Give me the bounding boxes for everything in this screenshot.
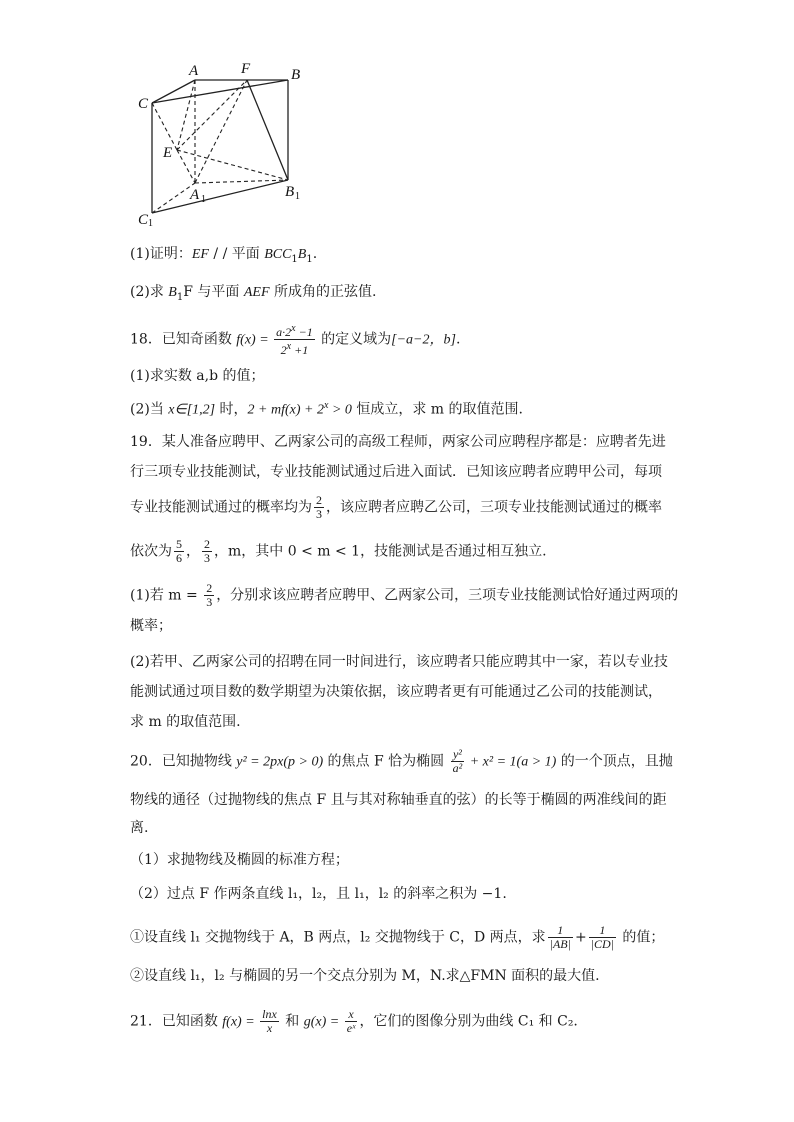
edge-FB1 [247,80,288,180]
q20-part2: （2）过点 F 作两条直线 l₁，l₂，且 l₁，l₂ 的斜率之积为 −1. [130,886,507,902]
q18-part2: (2)当 x∈[1,2] 时，$2 + mf(x) + 2^x > 0$ 恒成立，求 m 的取值范围. [130,400,523,418]
edge-A1F [195,80,247,183]
q20-line1: 20．已知抛物线 y² = 2px(p > 0) 的焦点 F 恰为椭圆 $\frac{\text{y²}}{\text{a²}}$ + x² = 1(a > 1) 的一个顶点，且抛 [130,747,673,775]
q17-part1: (1)证明：EF / / 平面 $BCC_1B_1$. [130,246,318,265]
label-B1-sub: 1 [295,191,300,202]
edge-CE [152,103,177,150]
q19-line4: 依次为 $\frac{5}{6}$ ， $\frac{2}{3}$ ，m，其中 0 < m < 1，技能测试是否通过相互独立. [130,537,547,565]
q19-part1: (1)若 m = $\frac{2}{3}$ ，分别求该应聘者应聘甲、乙两家公司，三项专业技能测试恰好通过两项的 [130,581,679,609]
label-E: E [163,145,173,161]
prism-diagram [130,56,330,226]
label-A: A [189,63,199,79]
q20-line2: 物线的通径（过抛物线的焦点 F 且与其对称轴垂直的弦）的长等于椭圆的两准线间的距 [130,792,667,808]
q19-line3: 专业技能测试通过的概率均为 $\frac{2}{3}$ ，该应聘者应聘乙公司，三项专业技能测试通过的概率 [130,493,662,521]
edge-EB1 [177,150,288,180]
edge-AE [177,80,195,150]
q19-part2-l2: 能测试通过项目数的数学期望为决策依据，该应聘者更有可能通过乙公司的技能测试， [130,684,662,700]
q17-part2: (2)求 $B_1F$ 与平面 AEF 所成角的正弦值. [130,284,377,303]
edge-C1A1 [152,183,195,213]
q18-part1: (1)求实数 a,b 的值； [130,368,265,384]
label-F: F [241,61,251,77]
label-C: C [138,96,149,112]
q21-stem: 21．已知函数 f(x) = $\frac{\ln x}{x}$ 和 g(x) = $\frac{x}{\text{eˣ}}$ ，它们的图像分别为曲线 C₁ 和 C₂. [130,1007,578,1035]
edge-EF [177,80,247,150]
q20-line3: 离. [130,820,149,836]
prism-figure [130,56,330,226]
edge-C1B1 [152,180,288,213]
q20-sub1: ①设直线 l₁ 交抛物线于 A，B 两点，l₂ 交抛物线于 C，D 两点，求 $\frac{1}{|AB|}$ + $\frac{1}{|CD|}$ 的值； [130,923,665,951]
q19-line1: 19．某人准备应聘甲、乙两家公司的高级工程师，两家公司应聘程序都是：应聘者先进 [130,434,666,450]
label-C1-sub: 1 [148,218,153,226]
q19-part2-l3: 求 m 的取值范围. [130,714,241,730]
label-C1: C [138,212,149,226]
edge-EA1 [177,150,195,183]
label-A1: A [190,187,200,203]
edge-A1B1 [195,180,288,183]
q19-line2: 行三项专业技能测试，专业技能测试通过后进入面试．已知该应聘者应聘甲公司，每项 [130,464,662,480]
q20-part1: （1）求抛物线及椭圆的标准方程； [130,852,349,868]
q19-part2-l1: (2)若甲、乙两家公司的招聘在同一时间进行，该应聘者只能应聘其中一家，若以专业技 [130,654,668,670]
q18-stem: 18．已知奇函数 f(x) = $\frac{a\cdot 2^x -1}{2^x +1}$ 的定义域为[−a−2，b]. [130,323,461,357]
label-B1: B [285,184,295,200]
q19-part1-cont: 概率； [130,618,172,634]
q20-sub2: ②设直线 l₁，l₂ 与椭圆的另一个交点分别为 M，N.求△FMN 面积的最大值. [130,968,600,984]
label-B: B [291,67,301,83]
label-A1-sub: 1 [201,194,206,205]
q18-fraction: $\frac{a\cdot 2^x -1}{2^x +1}$ [276,323,313,357]
